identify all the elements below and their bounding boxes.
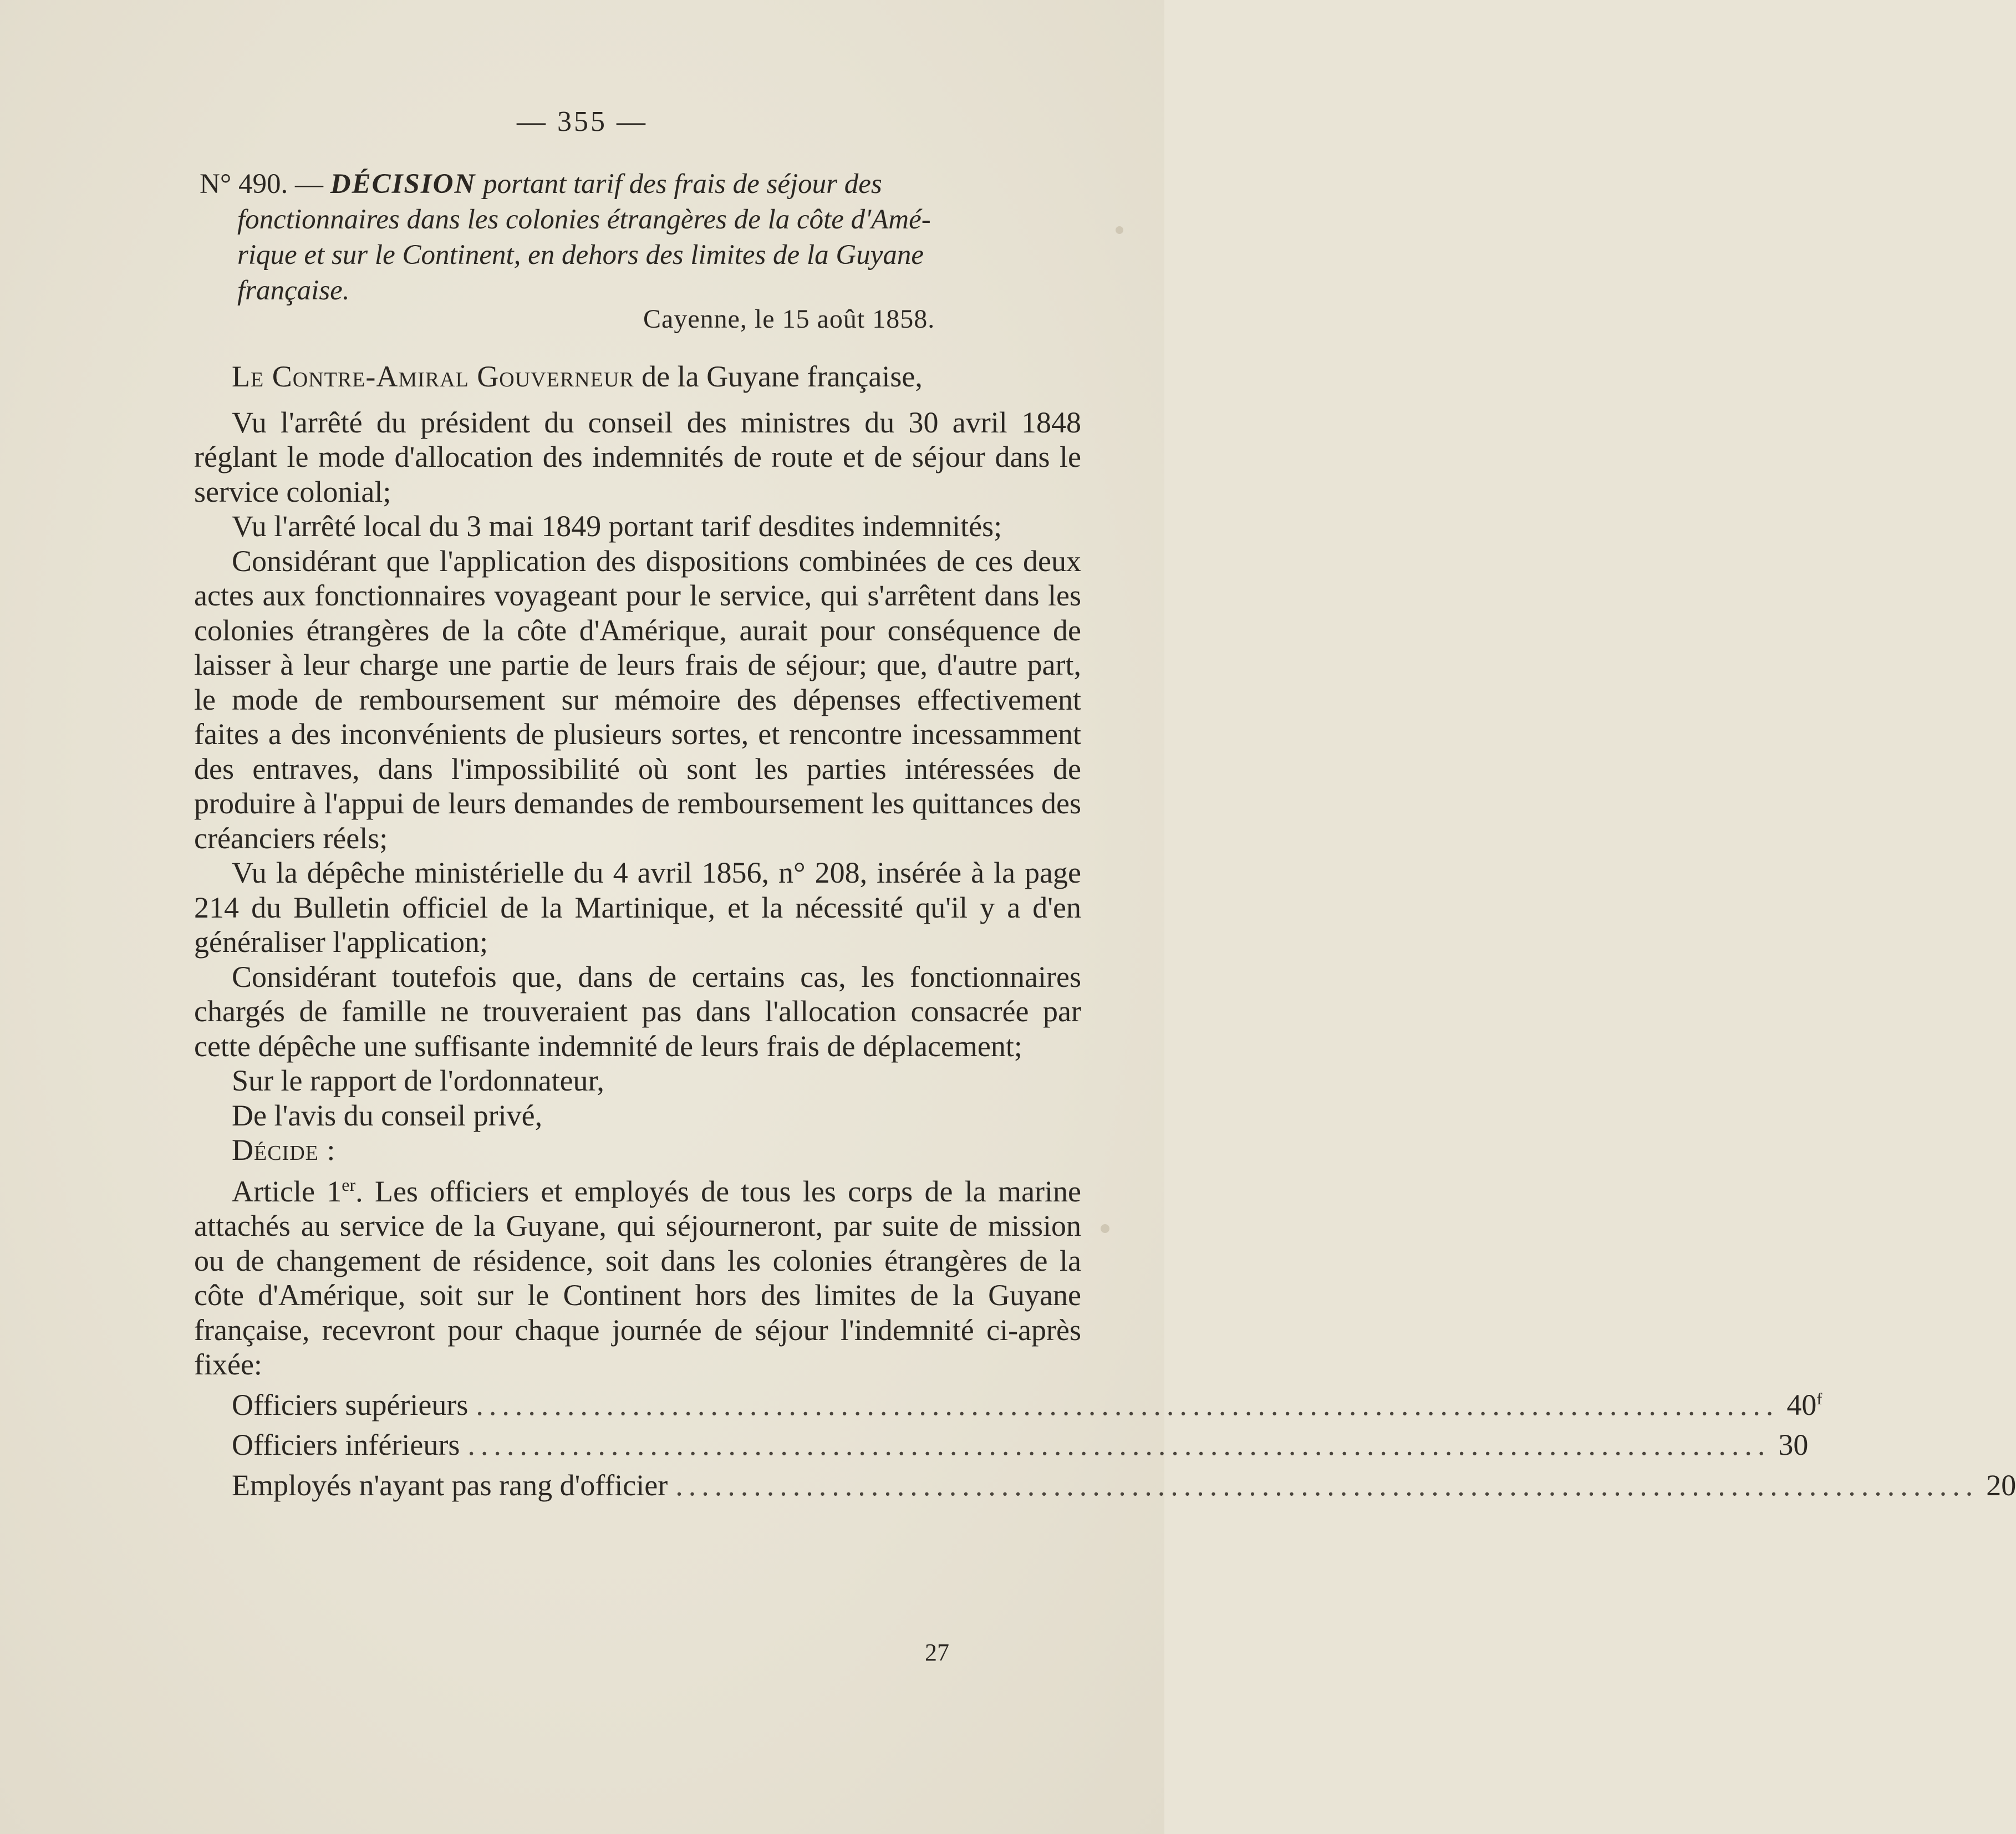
paragraph: Vu l'arrêté du président du conseil des ministres du 30 avril 1848 réglant le mode d'allocation des indemnités de route et de séjour dans le service colonial; xyxy=(194,405,1081,508)
heading-line-2: fonctionnaires dans les colonies étrangères de la côte d'Amé- xyxy=(237,204,931,235)
tarif-row xyxy=(232,1463,2016,1503)
heading-line-4: française. xyxy=(237,275,350,306)
tarif-unit: f xyxy=(1816,1389,1822,1408)
decision-body xyxy=(194,359,2016,1502)
decision-heading xyxy=(194,166,1081,308)
opening-line xyxy=(194,359,1081,394)
opening-rest: de la Guyane française, xyxy=(642,360,923,393)
tarif-value xyxy=(1778,1422,1808,1463)
article-text: . Les officiers et employés de tous les corps de la marine attachés au service de la Guyane, qui séjourneront, par suite de mission ou de changement de résidence, soit dans les colonies étrangères de la côte d'Amérique, soit sur le Continent hors des limites de la Guyane française, recevront pour chaque journée de séjour l'indemnité ci-après fixée: xyxy=(194,1174,1081,1381)
heading-line-1 xyxy=(194,166,1081,202)
paragraph: De l'avis du conseil privé, xyxy=(232,1098,543,1132)
tarif-row xyxy=(232,1382,1822,1423)
tarif-label: Officiers inférieurs xyxy=(232,1428,460,1461)
tarif-label: Officiers supérieurs xyxy=(232,1388,469,1422)
tarif-row xyxy=(232,1422,1809,1463)
heading-line-1-rest: portant tarif des frais de séjour des xyxy=(483,169,882,200)
article-sup: er xyxy=(342,1174,356,1195)
tarif-amount: 20 xyxy=(1986,1468,2016,1502)
decide-label: Décide : xyxy=(232,1133,336,1166)
governor-title: Le Contre-Amiral Gouverneur xyxy=(232,360,634,393)
paragraph: Vu l'arrêté local du 3 mai 1849 portant tarif desdites indemnités; xyxy=(232,510,1002,543)
decision-number: N° 490. — xyxy=(200,169,323,200)
tarif-value xyxy=(1986,1463,2016,1503)
spacer xyxy=(194,394,1081,405)
paper-spot xyxy=(1116,226,1123,234)
decision-keyword: DÉCISION xyxy=(330,169,476,200)
article-label: Article 1 xyxy=(232,1174,342,1208)
paragraph: Sur le rapport de l'ordonnateur, xyxy=(232,1064,604,1097)
dateline: Cayenne, le 15 août 1858. xyxy=(643,304,935,334)
paragraph: Vu la dépêche ministérielle du 4 avril 1856, n° 208, insérée à la page 214 du Bulletin officiel de la Martinique, et la nécessité qu'il y a d'en généraliser l'application; xyxy=(194,856,1081,959)
leader-dots: .................................................................................................... xyxy=(467,1428,1771,1461)
tarif-value xyxy=(1786,1382,1822,1423)
leader-dots: .................................................................................................... xyxy=(476,1388,1779,1422)
article-1 xyxy=(194,1168,1081,1382)
page-number: — 355 — xyxy=(517,106,648,137)
tarif-amount: 30 xyxy=(1778,1428,1809,1461)
leader-dots: .................................................................................................... xyxy=(675,1468,1979,1502)
paragraph: Considérant que l'application des dispositions combinées de ces deux actes aux fonctionnaires voyageant pour le service, qui s'arrêtent dans les colonies étrangères de la côte d'Amérique, aurait pour conséquence de laisser à leur charge une partie de leurs frais de séjour; que, d'autre part, le mode de remboursement sur mémoire des dépenses effectivement faites a des inconvénients de plusieurs sortes, et rencontre incessamment des entraves, dans l'impossibilité où sont les parties intéressées de produire à l'appui de leurs demandes de remboursement les quittances des créanciers réels; xyxy=(194,544,1081,855)
tarif-amount: 40 xyxy=(1786,1388,1817,1422)
paper-spot xyxy=(1101,1224,1109,1233)
signature-mark: 27 xyxy=(925,1639,949,1666)
tarif-label: Employés n'ayant pas rang d'officier xyxy=(232,1468,668,1502)
heading-line-3: rique et sur le Continent, en dehors des limites de la Guyane xyxy=(237,240,924,271)
paragraph: Considérant toutefois que, dans de certains cas, les fonctionnaires chargés de famille ne trouveraient pas dans l'allocation consacrée par cette dépêche une suffisante indemnité de leurs frais de déplacement; xyxy=(194,960,1081,1063)
